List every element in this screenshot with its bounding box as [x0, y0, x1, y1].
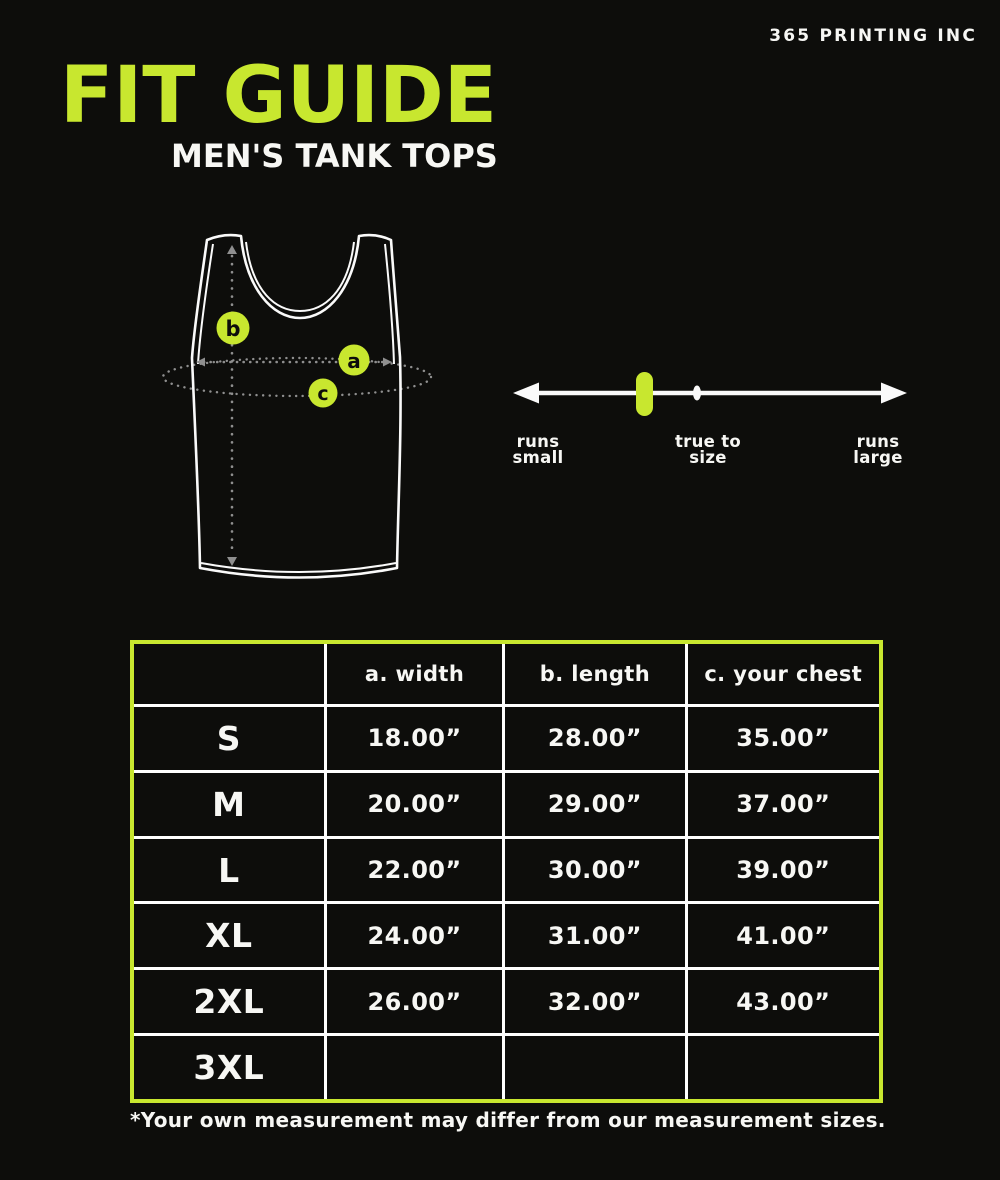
fit-indicator: [636, 372, 653, 416]
length-value: 32.00”: [505, 970, 684, 1033]
tank-top-diagram: [100, 218, 480, 613]
fit-scale-arrow-left: [513, 383, 539, 404]
width-value: [327, 1036, 503, 1099]
length-value: [505, 1036, 684, 1099]
width-value: 26.00”: [327, 970, 503, 1033]
size-label: S: [134, 707, 324, 770]
chest-value: 37.00”: [688, 773, 879, 836]
scale-label-line: true to: [674, 432, 742, 451]
size-label: 3XL: [134, 1036, 324, 1099]
true-to-size-tick: [693, 386, 701, 401]
table-header-size: [134, 644, 324, 704]
page-title: FIT GUIDE: [60, 51, 498, 141]
chest-value: 43.00”: [688, 970, 879, 1033]
table-header-width: a. width: [327, 644, 503, 704]
length-value: 29.00”: [505, 773, 684, 836]
fit-scale: [505, 352, 915, 432]
chest-value: 41.00”: [688, 904, 879, 967]
marker-c: [309, 379, 338, 408]
size-label: 2XL: [134, 970, 324, 1033]
tank-outline: [192, 235, 401, 577]
length-arrow-down: [227, 557, 237, 566]
fit-scale-arrow-right: [881, 383, 907, 404]
company-name: 365 PRINTING INC: [769, 26, 977, 46]
tank-neck-trim: [246, 242, 354, 311]
marker-c-label: c: [317, 383, 329, 405]
width-value: 20.00”: [327, 773, 503, 836]
chest-value: 35.00”: [688, 707, 879, 770]
width-arrow-right: [383, 358, 392, 367]
tank-hem-trim: [201, 563, 396, 572]
scale-label-line: size: [689, 447, 727, 467]
marker-b-label: b: [225, 317, 241, 341]
scale-label-line: runs: [856, 432, 900, 451]
width-value: 22.00”: [327, 839, 503, 902]
tank-armhole-trim-left: [198, 244, 213, 364]
page-subtitle: MEN'S TANK TOPS: [171, 137, 498, 175]
size-label: M: [134, 773, 324, 836]
chest-value: 39.00”: [688, 839, 879, 902]
scale-label-true-to-size: [656, 434, 760, 465]
width-value: 24.00”: [327, 904, 503, 967]
length-arrow-up: [227, 245, 237, 254]
scale-label-line: runs: [516, 432, 560, 451]
scale-label-runs-small: [508, 434, 568, 465]
size-table: [130, 640, 883, 1103]
size-label: L: [134, 839, 324, 902]
marker-a-label: a: [347, 349, 361, 373]
width-value: 18.00”: [327, 707, 503, 770]
length-value: 30.00”: [505, 839, 684, 902]
scale-label-runs-large: [846, 434, 910, 465]
scale-label-line: large: [853, 447, 903, 467]
size-label: XL: [134, 904, 324, 967]
length-value: 31.00”: [505, 904, 684, 967]
length-value: 28.00”: [505, 707, 684, 770]
table-header-length: b. length: [505, 644, 684, 704]
footnote: *Your own measurement may differ from our measurement sizes.: [130, 1108, 886, 1132]
marker-b: [217, 312, 250, 345]
scale-label-line: small: [512, 447, 564, 467]
table-header-chest: c. your chest: [688, 644, 879, 704]
chest-value: [688, 1036, 879, 1099]
marker-a: [339, 345, 370, 376]
